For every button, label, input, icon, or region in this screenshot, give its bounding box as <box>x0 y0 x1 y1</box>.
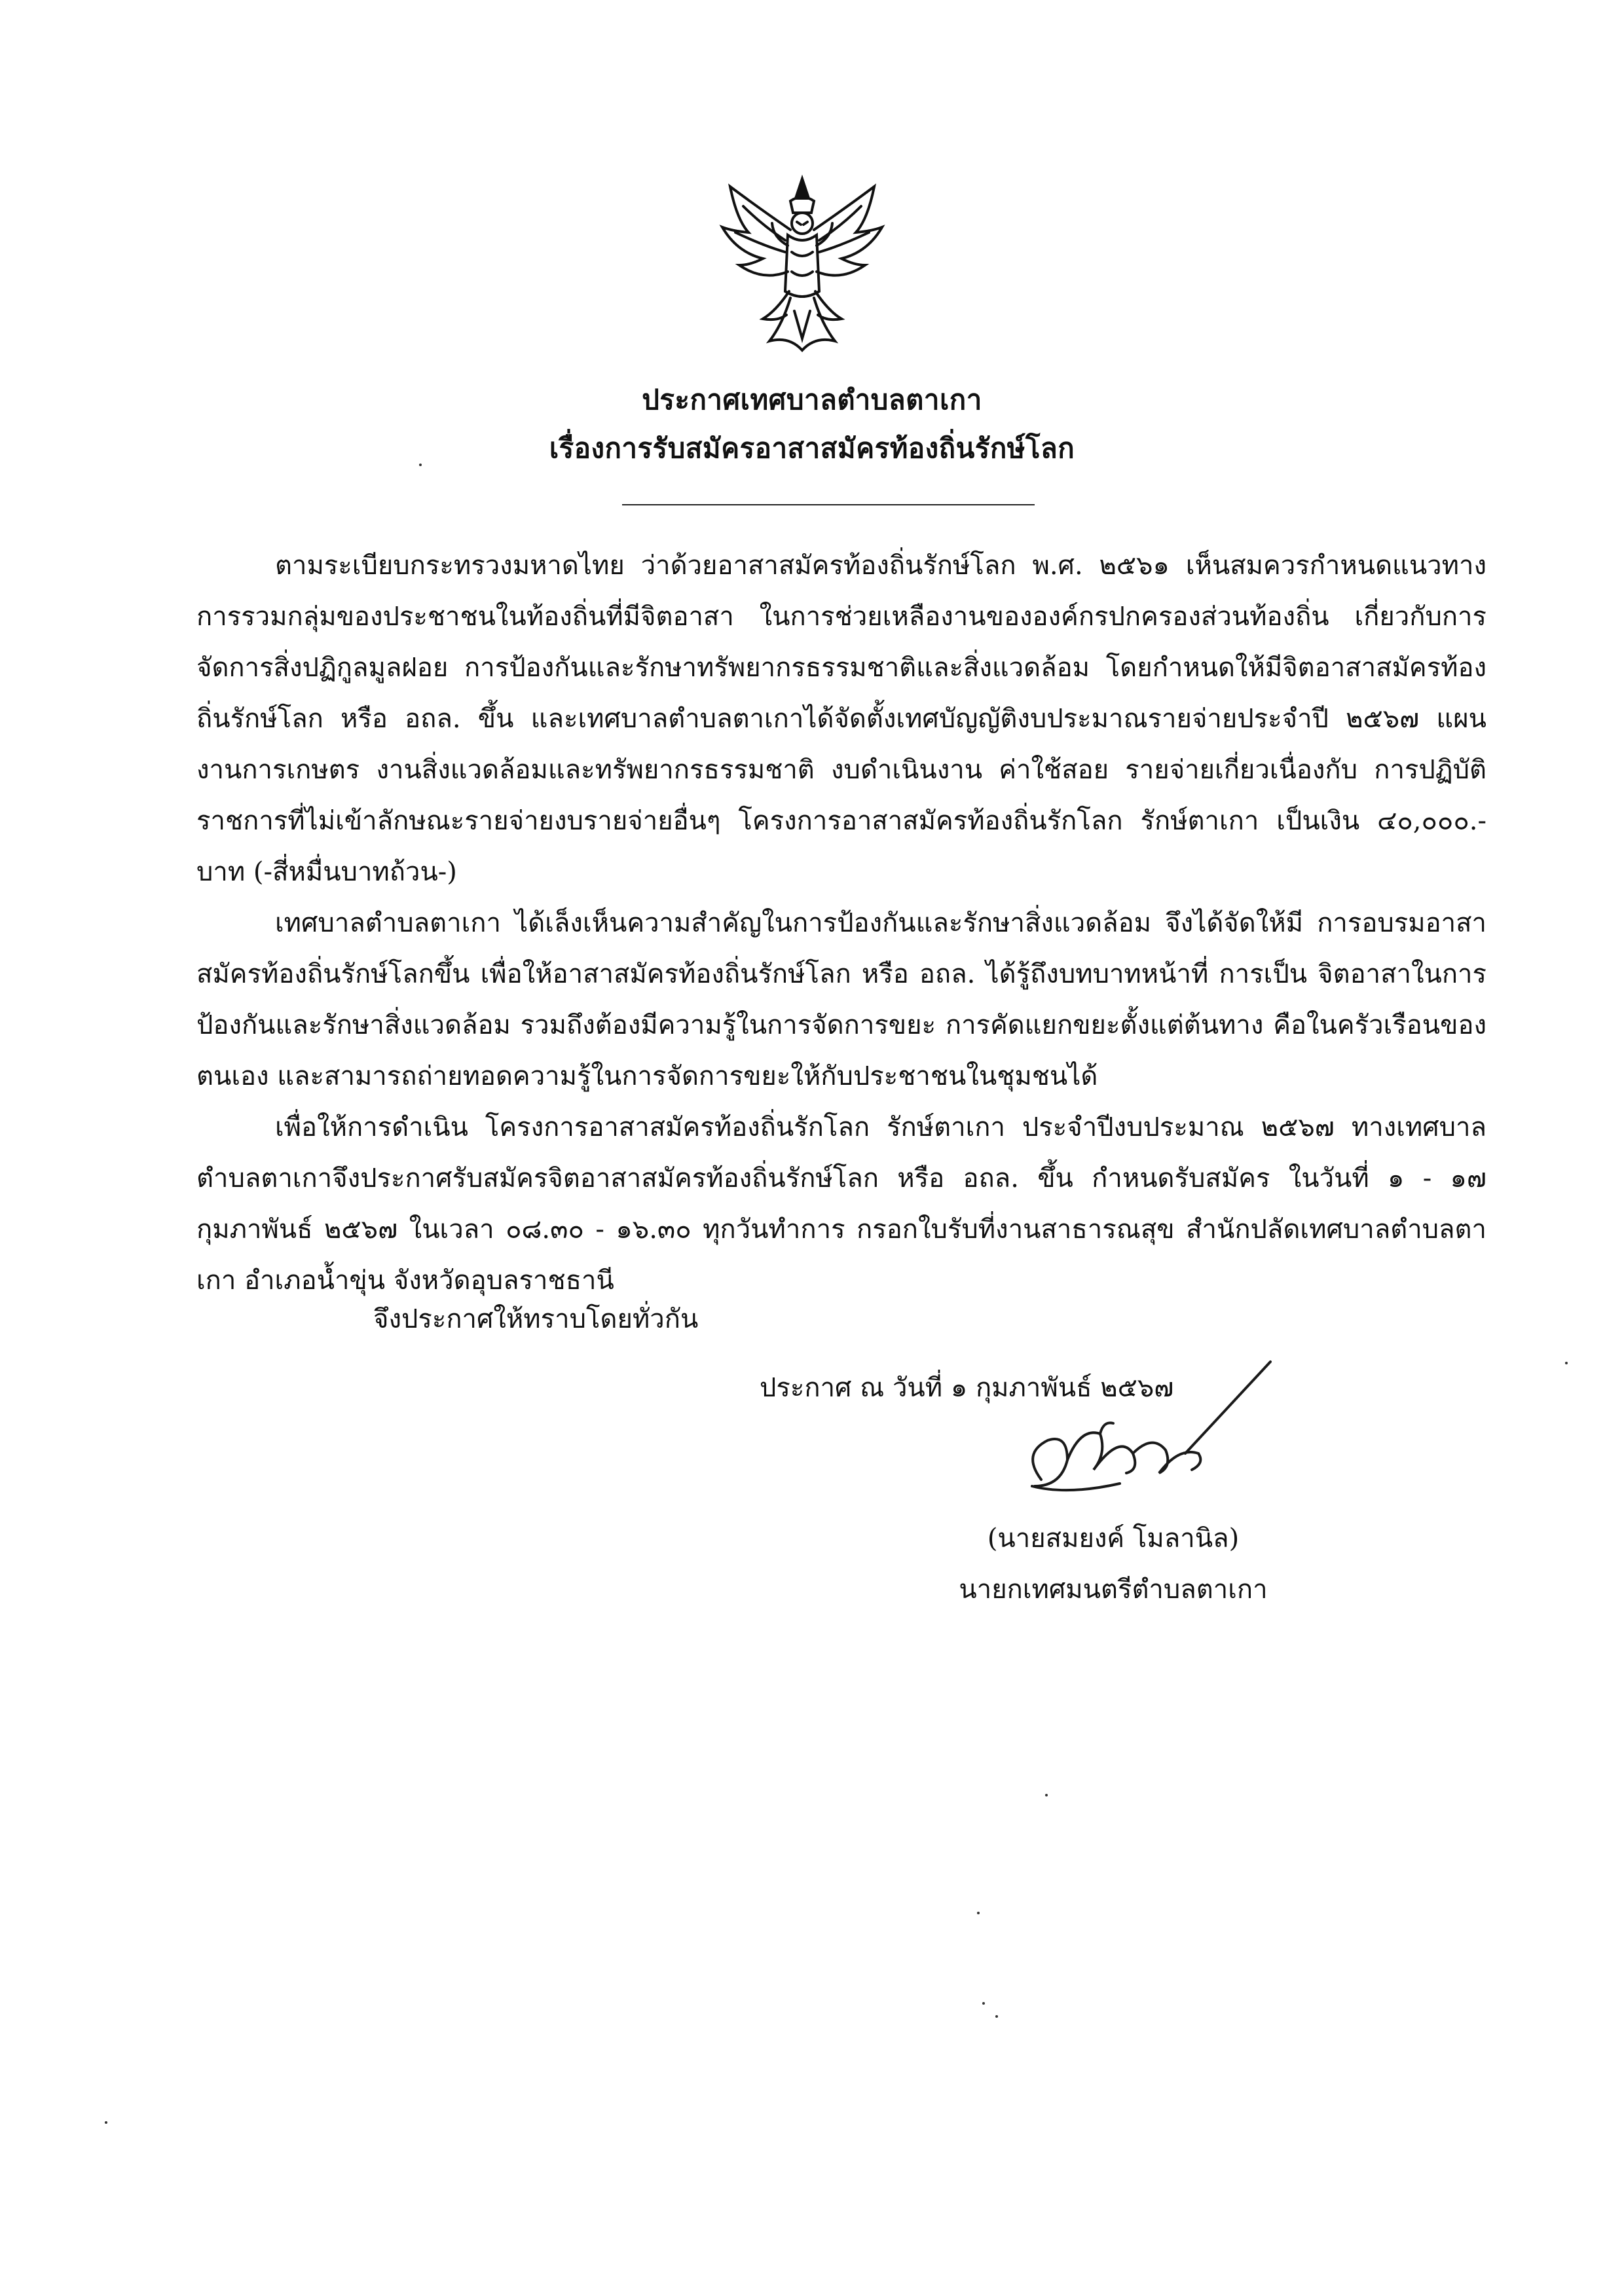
scan-speck <box>995 2015 998 2018</box>
scan-speck <box>1045 1794 1048 1796</box>
scan-speck <box>982 2002 985 2005</box>
signatory-position: นายกเทศมนตรีตำบลตาเกา <box>959 1575 1268 1605</box>
title-underline <box>622 504 1035 505</box>
body-paragraph-3: เพื่อให้การดำเนิน โครงการอาสาสมัครท้องถิ่นรักโลก รักษ์ตาเกา ประจำปีงบประมาณ ๒๕๖๗ ทางเทศบาลตำบลตาเกาจึงประกาศรับสมัครจิตอาสาสมัครท้องถิ่นรักษ์โลก หรือ อถล. ขึ้น กำหนดรับสมัคร ในวันที่ ๑ - ๑๗ กุมภาพันธ์ ๒๕๖๗ ในเวลา ๐๘.๓๐ - ๑๖.๓๐ ทุกวันทำการ กรอกใบรับที่งานสาธารณสุข สำนักปลัดเทศบาลตำบลตาเกา อำเภอน้ำขุ่น จังหวัดอุบลราชธานี <box>196 1112 1486 1296</box>
closing-statement: จึงประกาศให้ทราบโดยทั่วกัน <box>373 1304 699 1334</box>
announcement-title: ประกาศเทศบาลตำบลตาเกา <box>642 384 982 416</box>
signatory-name: (นายสมยงค์ โมลานิล) <box>987 1523 1240 1554</box>
scan-speck <box>977 1912 980 1914</box>
body-paragraph-2: เทศบาลตำบลตาเกา ได้เล็งเห็นความสำคัญในการป้องกันและรักษาสิ่งแวดล้อม จึงได้จัดให้มี การอบรมอาสาสมัครท้องถิ่นรักษ์โลกขึ้น เพื่อให้อาสาสมัครท้องถิ่นรักษ์โลก หรือ อถล. ได้รู้ถึงบทบาทหน้าที่ การเป็น จิตอาสาในการป้องกันและรักษาสิ่งแวดล้อม รวมถึงต้องมีความรู้ในการจัดการขยะ การคัดแยกขยะตั้งแต่ต้นทาง คือในครัวเรือนของตนเอง และสามารถถ่ายทอดความรู้ในการจัดการขยะให้กับประชาชนในชุมชนได้ <box>196 908 1486 1091</box>
handwritten-signature <box>969 1355 1283 1525</box>
announcement-body <box>196 540 1486 1306</box>
announcement-date: ประกาศ ณ วันที่ ๑ กุมภาพันธ์ ๒๕๖๗ <box>760 1373 1174 1403</box>
garuda-emblem-icon <box>717 167 887 357</box>
scan-speck <box>105 2121 107 2124</box>
announcement-subject: เรื่องการรับสมัครอาสาสมัครท้องถิ่นรักษ์โลก <box>549 432 1075 464</box>
body-paragraph-1: ตามระเบียบกระทรวงมหาดไทย ว่าด้วยอาสาสมัครท้องถิ่นรักษ์โลก พ.ศ. ๒๕๖๑ เห็นสมควรกำหนดแนวทางการรวมกลุ่มของประชาชนในท้องถิ่นที่มีจิตอาสา ในการช่วยเหลืองานขององค์กรปกครองส่วนท้องถิ่น เกี่ยวกับการจัดการสิ่งปฏิกูลมูลฝอย การป้องกันและรักษาทรัพยากรธรรมชาติและสิ่งแวดล้อม โดยกำหนดให้มีจิตอาสาสมัครท้องถิ่นรักษ์โลก หรือ อถล. ขึ้น และเทศบาลตำบลตาเกาได้จัดตั้งเทศบัญญัติงบประมาณรายจ่ายประจำปี ๒๕๖๗ แผนงานการเกษตร งานสิ่งแวดล้อมและทรัพยากรธรรมชาติ งบดำเนินงาน ค่าใช้สอย รายจ่ายเกี่ยวเนื่องกับ การปฏิบัติราชการที่ไม่เข้าลักษณะรายจ่ายงบรายจ่ายอื่นๆ โครงการอาสาสมัครท้องถิ่นรักโลก รักษ์ตาเกา เป็นเงิน ๔๐,๐๐๐.- บาท (-สี่หมื่นบาทถ้วน-) <box>196 551 1486 887</box>
scan-speck <box>1565 1362 1568 1364</box>
scan-speck <box>419 464 422 466</box>
